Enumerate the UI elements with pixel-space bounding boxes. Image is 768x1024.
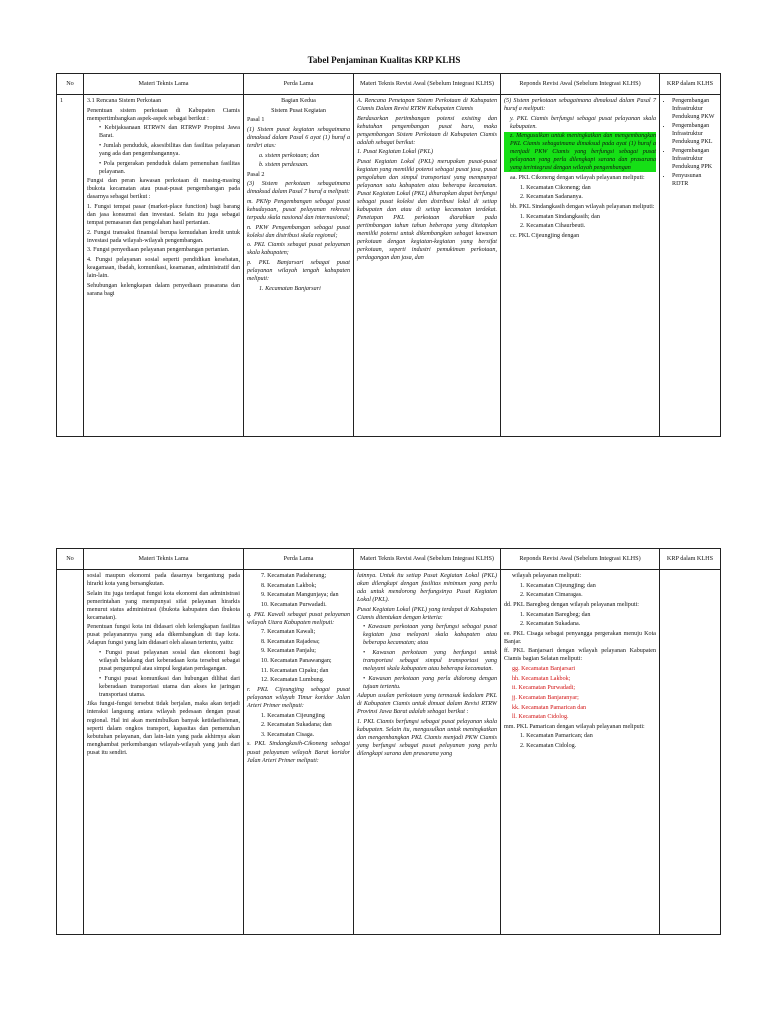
red-list-item: hh. Kecamatan Lakbok;: [512, 675, 571, 682]
red-list-item: gg. Kecamatan Banjarsari: [512, 666, 576, 673]
krp-item: • Pengembangan Infrastruktur Pendukung PKL: [672, 122, 717, 146]
list-item: ee. PKL Cisaga sebagai penyangga pergerakan menuju Kota Banjar.: [504, 630, 656, 645]
list-item: 1. PKL Ciamis berfungsi sebagai pusat pelayanan skala kabupaten. Selain itu, mengusulkan untuk meningkatkan dan mengembangkan PKL Ciamis menjadi PKW Ciamis yang berfungsi sebagai pusat pelayanan yang perlu dilengkapi sarana dan prasarana yang: [357, 719, 497, 758]
list-item: 2. Kecamatan Cidolog.: [520, 743, 577, 750]
paragraph: Fungsi dan peran kawasan perkotaan di masing-masing ibukota kecamatan atau pusat-pusat pengembangan pada dasarnya sebagai berikut :: [87, 178, 240, 201]
red-list-item: kk. Kecamatan Pamarican dan: [512, 704, 587, 711]
list-item: 2. Kecamatan Cihaurbeuti.: [520, 223, 586, 230]
header-perda-lama: Perda Lama: [244, 549, 354, 570]
chapter-subheading: Sistem Pusat Kegiatan: [271, 107, 326, 114]
header-no: No: [57, 74, 84, 95]
highlighted-proposal: z. Mengusulkan untuk meningkatkan dan mengembangkan PKL Ciamis sebagaimana dimaksud pada ayat (1) huruf a menjadi PKW Ciamis yang berfungsi sebagai pusat pelayanan yang perlu dilengkapi sarana dan prasarana yang terintegrasi dengan wilayah pengembangan: [504, 132, 656, 172]
list-item: (1) Sistem pusat kegiatan sebagaimana dimaksud dalam Pasal 6 ayat (1) huruf a terdiri atas:: [247, 126, 350, 149]
header-krp: KRP dalam KLHS: [660, 549, 721, 570]
paragraph: Jika fungsi-fungsi tersebut tidak berjalan, maka akan terjadi interaksi langsung antara wilayah pedesaan dengan pusat regional. Hal ini akan menimbulkan banyak ketidaefisienan, seperti dalam ongkos transport, kapasitas dan pemenuhan kebutuhan pelayanan, dan lain-lain yang pada akhirnya akan menghambat perkembangan wilayah-wilayah yang jauh dari pusat itu sendiri.: [87, 701, 240, 756]
header-reponds: Reponds Revisi Awal (Sebelum Integrasi KLHS): [501, 74, 660, 95]
list-item: 2. Kecamatan Cimaragas.: [520, 592, 583, 599]
cell-materi-lama: [84, 570, 244, 935]
list-item: 3. Fungsi penyediaan pelayanan pengembangan pertanian.: [87, 247, 230, 254]
krp-item: • Pengembangan Infrastruktur Pendukung PPK: [672, 147, 717, 171]
header-revisi: Materi Teknis Revisi Awal (Sebelum Integrasi KLHS): [354, 74, 501, 95]
cell-reponds: [501, 570, 660, 935]
review-table-page-2: [56, 548, 721, 935]
list-item: • Kebijaksanaan RTRWN dan RTRWP Propinsi Jawa Barat.: [99, 125, 240, 140]
paragraph: Adapun usulan perkotaan yang termasuk kedalam PKL di Kabupaten Ciamis untuk dimuat dalam Revisi RTRW Provinsi Jawa Barat adalah sebagai berikut :: [357, 693, 497, 716]
list-item: • Fungsi pusat komunikasi dan hubungan dilihat dari keberadaan transportasi utama dan akses ke jaringan transportasi utama.: [99, 675, 240, 698]
cell-reponds: [501, 95, 660, 437]
header-perda-lama: Perda Lama: [244, 74, 354, 95]
list-item: y. PKL Ciamis berfungsi sebagai pusat pelayanan skala kabupaten.: [510, 115, 656, 130]
list-item: r. PKL Cijeungjing sebagai pusat pelayanan wilayah Timur koridor Jalan Arteri Primer meliputi:: [247, 686, 350, 709]
list-item: • Kawasan perkotaan yang perlu didorong dengan tujuan tertentu.: [363, 675, 497, 690]
list-item: • Jumlah penduduk, aksesibilitas dan fasilitas pelayanan yang ada dan pengembangannya.: [99, 142, 240, 157]
list-item: mm. PKL Pamarican dengan wilayah pelayanan meliputi:: [504, 723, 645, 730]
list-item: 7. Kecamatan Kawali;: [261, 629, 316, 636]
krp-item: • Penyusunan RDTR: [672, 172, 717, 188]
cell-no: [57, 570, 84, 935]
list-item: 1. Fungsi tempat pasar (market-place function) bagi barang dan jasa konsumsi dan investasi. Selain itu juga sebagai tempat pemasaran dan pengolahan hasil pertanian.: [87, 203, 240, 226]
list-item: • Pola pergerakan penduduk dalam pemenuhan fasilitas pelayanan.: [99, 160, 240, 175]
paragraph: (5) Sistem perkotaan sebagaimana dimaksud dalam Pasal 7 huruf a meliputi:: [504, 98, 656, 113]
cell-revisi: [354, 570, 501, 935]
list-item: 2. Kecamatan Sadananya.: [520, 194, 583, 201]
list-item: 1. Kecamatan Banjarsari: [259, 285, 321, 292]
list-item: o. PKL Ciamis sebagai pusat pelayanan skala kabupaten;: [247, 242, 350, 257]
list-item: 8. Kecamatan Rajadesa;: [261, 638, 320, 645]
list-item: s. PKL Sindangkasih-Cikoneng sebagai pusat pelayanan wilayah Barat koridor Jalan Arteri Primer meliputi:: [247, 741, 350, 764]
list-item: 1. Kecamatan Cijeungjing: [261, 712, 325, 719]
paragraph: sosial maupun ekonomi pada dasarnya bergantung pada hirarki kota yang bersangkutan.: [87, 573, 240, 588]
header-krp: KRP dalam KLHS: [660, 74, 721, 95]
list-item: dd. PKL Baregbeg dengan wilayah pelayanan meliputi:: [504, 601, 639, 608]
list-item: • Kawasan perkotaan yang berfungsi untuk transportasi sebagai simpul transportasi yang melayani skala kabupaten atau beberapa kecamatan.: [363, 650, 497, 673]
table-row: [57, 95, 721, 437]
list-item: aa. PKL Cikoneng dengan wilayah pelayanan meliputi:: [510, 175, 645, 182]
review-table-page-1: [56, 73, 721, 437]
krp-item: • Pengembangan Infrastruktur Pendukung PKW: [672, 97, 717, 121]
cell-perda-lama: [244, 95, 354, 437]
header-materi-lama: Materi Teknis Lama: [84, 74, 244, 95]
section-heading: 3.1 Rencana Sistem Perkotaan: [87, 98, 162, 104]
list-item: 9. Kecamatan Mangunjaya; dan: [261, 592, 339, 599]
header-revisi: Materi Teknis Revisi Awal (Sebelum Integrasi KLHS): [354, 549, 501, 570]
list-item: 1. Kecamatan Cikoneng; dan: [520, 184, 591, 191]
list-item: 1. Kecamatan Pamarican; dan: [520, 733, 593, 740]
list-item: 1. Kecamatan Cijeungjing; dan: [520, 582, 596, 589]
list-item: (3) Sistem perkotaan sebagaimana dimaksud dalam Pasal 7 huruf a meliputi:: [247, 181, 350, 196]
paragraph: Pusat Kegiatan Lokal (PKL) merupakan pusat-pusat kegiatan yang memiliki potensi sebagai pusat jasa, pusat pengolahan dan simpul transportasi yang mempunyai pelayanan satu kabupaten atau beberapa kecamatan. Pusat Kegiatan Lokal (PKL) diharapkan dapat berfungsi sebagai pusat koleksi dan distribusi lokal di setiap kabupaten dan atau di setiap kecamatan terdekat. Penetapan PKL perkotaan diarahkan pada pertimbangan tahun tahun beberapa yang ditetapkan memiliki potensi untuk dikembangkan sebagai kawasan perkotaan dengan kegiatan-kegiatan yang bersifat perkotaan, seperti industri pemukiman perkotaan, perdagangan dan jasa, dan: [357, 159, 497, 262]
red-list-item: jj. Kecamatan Banjaranyar;: [512, 694, 579, 701]
list-item: a. sistem perkotaan; dan: [259, 152, 320, 159]
list-item: 7. Kecamatan Padaherang;: [261, 573, 327, 579]
red-list-item: ll. Kecamatan Cidolog.: [512, 714, 569, 721]
list-item: ff. PKL Banjarsari dengan wilayah pelayanan Kabupaten Ciamis bagian Selatan meliputi:: [504, 648, 656, 663]
list-item: q. PKL Kawali sebagai pusat pelayanan wilayah Utara Kabupaten meliputi:: [247, 611, 350, 626]
header-reponds: Reponds Revisi Awal (Sebelum Integrasi KLHS): [501, 549, 660, 570]
list-item: 2. Kecamatan Sukadana.: [520, 621, 581, 628]
list-item: • Fungsi pusat pelayanan sosial dan ekonomi bagi wilayah belakang dari keberadaan kota tersebut sebagai pusat pengumpul atau simpul kegiatan perdagangan.: [99, 650, 240, 673]
list-item: • Kawasan perkotaan yang berfungsi sebagai pusat kegiatan jasa melayani skala kabupaten atau beberapa kecamatan; atau: [363, 624, 497, 647]
cell-no: 1: [57, 95, 84, 437]
krp-list: [663, 97, 717, 188]
list-item: 12. Kecamatan Lumbung.: [261, 677, 325, 684]
list-item: b. sistem perdesaan.: [259, 162, 309, 169]
chapter-heading: Bagian Kedua: [281, 98, 316, 104]
paragraph: Selain itu juga terdapat fungsi kota ekonomi dan administrasi pemerintahan yang mempunyai sifat pelayanan hirarkis menurut status administrasi (ibukota kabupaten dan ibukota kecamatan).: [87, 590, 240, 621]
list-item: bb. PKL Sindangkasih dengan wilayah pelayanan meliputi:: [510, 203, 655, 210]
list-item: 1. Kecamatan Baregbeg; dan: [520, 611, 591, 618]
paragraph: Penentuan sistem perkotaan di Kabupaten Ciamis mempertimbangkan aspek-aspek sebagai berikut :: [87, 107, 240, 122]
list-item: 3. Kecamatan Cisaga.: [261, 731, 315, 738]
cell-materi-lama: [84, 95, 244, 437]
list-item: 9. Kecamatan Panjalu;: [261, 648, 316, 655]
list-item: 10. Kecamatan Purwadadi.: [261, 601, 327, 608]
list-item: 8. Kecamatan Lakbok;: [261, 582, 317, 589]
cell-krp: [660, 95, 721, 437]
list-item: 2. Fungsi transaksi finansial berupa kemudahan kredit untuk investasi pada wilayah-wilayah pengembangan.: [87, 229, 240, 244]
table-header-row: [57, 74, 721, 95]
list-item: 11. Kecamatan Cipaku; dan: [261, 667, 329, 674]
document-title: Tabel Penjaminan Kualitas KRP KLHS: [307, 55, 461, 65]
header-materi-lama: Materi Teknis Lama: [84, 549, 244, 570]
paragraph: Sehubungan kelengkapan dalam penyediaan prasarana dan sarana bagi: [87, 282, 240, 297]
paragraph: Pusat Kegiatan Lokal (PKL) yang terdapat di Kabupaten Ciamis ditentukan dengan kriteria:: [357, 606, 497, 621]
list-item: 10. Kecamatan Panawangan;: [261, 658, 332, 665]
list-item: n. PKW Pengembangan sebagai pusat koleksi dan distribusi skala regional;: [247, 224, 350, 239]
article-heading: Pasal 2: [247, 171, 265, 178]
table-row: [57, 570, 721, 935]
article-heading: Pasal 1: [247, 117, 265, 124]
table-header-row: [57, 549, 721, 570]
cell-revisi: [354, 95, 501, 437]
red-list-item: ii. Kecamatan Purwadadi;: [512, 685, 576, 692]
section-heading: A. Rencana Penetapan Sistem Perkotaan di Kabupaten Ciamis Dalam Revisi RTRW Kabupaten Ciamis: [357, 98, 497, 113]
list-item: 1. Kecamatan Sindangkasih; dan: [520, 213, 600, 220]
cell-perda-lama: [244, 570, 354, 935]
list-item: 2. Kecamatan Sukadana; dan: [261, 722, 332, 729]
list-item: m. PKNp Pengembangan sebagai pusat kebudayaan, pusat pelayanan rekreasi terpadu skala nasional dan internasional;: [247, 199, 350, 222]
list-item: cc. PKL Cijeungjing dengan: [510, 232, 580, 239]
paragraph: Berdasarkan pertimbangan potensi existing dan kebutuhan pengembangan pusat baru, maka pengembangan Sistem Perkotaan di Kabupaten Ciamis adalah sebagai berikut:: [357, 115, 497, 146]
list-item: 1. Pusat Kegiatan Lokal (PKL): [357, 149, 434, 156]
header-no: No: [57, 549, 84, 570]
paragraph: Penentuan fungsi kota ini didasari oleh kelengkapan fasilitas pusat pelayanannya yang ada dikembangkan di tiap kota. Adapun fungsi yang lain didasari oleh alasan tertentu, yaitu:: [87, 624, 240, 647]
paragraph: lainnya. Untuk itu setiap Pusat Kegiatan Lokal (PKL) akan dilengkapi dengan fasilitas minimum yang perlu ada untuk mendorong berfungsinya Pusat Kegiatan Lokal (PKL).: [357, 573, 497, 604]
list-item: 4. Fungsi pelayanan sosial seperti pendidikan kesehatan, keagamaan, ibadah, komunikasi, keamanan, administratif dan lain-lain.: [87, 256, 240, 279]
cell-krp: [660, 570, 721, 935]
paragraph: wilayah pelayanan meliputi:: [512, 573, 582, 579]
list-item: p. PKL Banjarsari sebagai pusat pelayanan wilayah tengah kabupaten meliputi:: [247, 260, 350, 283]
